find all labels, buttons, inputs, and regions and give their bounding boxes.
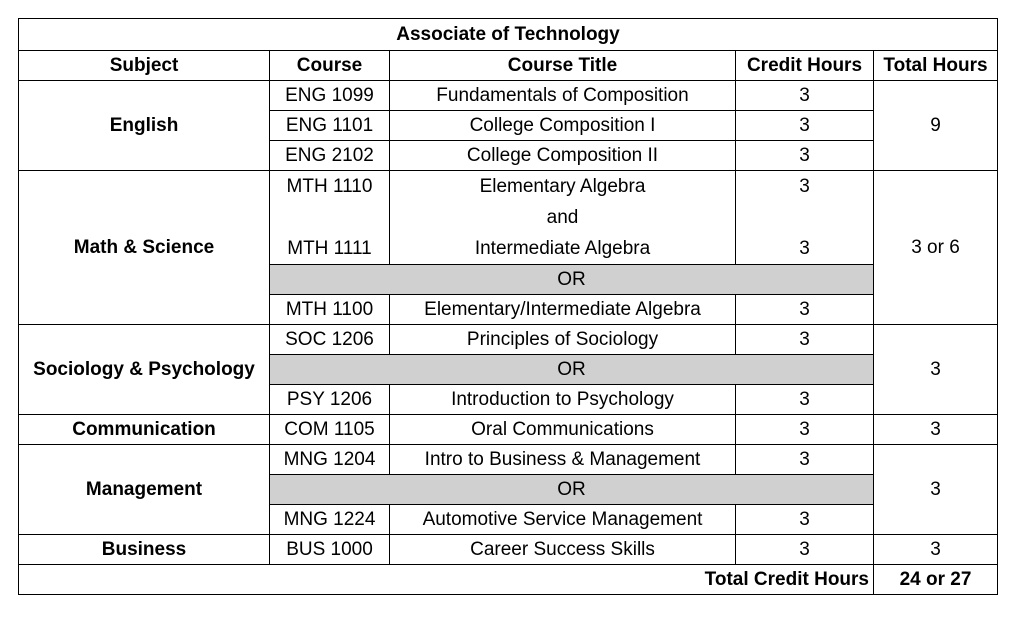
credit-hours: 3 <box>799 238 810 259</box>
course-code: MNG 1224 <box>270 505 390 535</box>
table-row <box>19 81 998 111</box>
subject-math-science: Math & Science <box>19 171 270 325</box>
total-hours-management: 3 <box>874 445 998 535</box>
or-separator: OR <box>270 355 874 385</box>
degree-requirements-table <box>18 18 998 595</box>
header-course: Course <box>270 51 390 81</box>
total-row <box>19 565 998 595</box>
subject-communication: Communication <box>19 415 270 445</box>
total-credit-hours-label: Total Credit Hours <box>19 565 874 595</box>
credit-hours: 3 <box>736 445 874 475</box>
table-row <box>19 415 998 445</box>
course-title-combo <box>390 171 736 265</box>
total-hours-communication: 3 <box>874 415 998 445</box>
table-title-row <box>19 19 998 51</box>
credit-hours: 3 <box>736 141 874 171</box>
course-code: ENG 1099 <box>270 81 390 111</box>
course-title: Intro to Business & Management <box>390 445 736 475</box>
subject-management: Management <box>19 445 270 535</box>
or-separator: OR <box>270 475 874 505</box>
header-row <box>19 51 998 81</box>
course-title: College Composition I <box>390 111 736 141</box>
course-code: MNG 1204 <box>270 445 390 475</box>
credit-hours: 3 <box>736 415 874 445</box>
credit-hours: 3 <box>736 325 874 355</box>
subject-business: Business <box>19 535 270 565</box>
total-hours-sociology: 3 <box>874 325 998 415</box>
course-title: Automotive Service Management <box>390 505 736 535</box>
subject-english: English <box>19 81 270 171</box>
course-code: MTH 1110 <box>286 176 373 197</box>
table-row <box>19 445 998 475</box>
table-row <box>19 535 998 565</box>
header-credit-hours: Credit Hours <box>736 51 874 81</box>
course-code: SOC 1206 <box>270 325 390 355</box>
and-label: and <box>546 207 579 228</box>
course-title: Intermediate Algebra <box>474 238 651 259</box>
credit-hours: 3 <box>799 176 810 197</box>
credit-hours: 3 <box>736 111 874 141</box>
course-code: ENG 1101 <box>270 111 390 141</box>
credit-hours: 3 <box>736 505 874 535</box>
header-course-title: Course Title <box>390 51 736 81</box>
table-row <box>19 325 998 355</box>
total-hours-business: 3 <box>874 535 998 565</box>
credit-hours: 3 <box>736 385 874 415</box>
course-code: PSY 1206 <box>270 385 390 415</box>
total-credit-hours-value: 24 or 27 <box>874 565 998 595</box>
course-code-spacer <box>270 202 389 233</box>
course-title: Fundamentals of Composition <box>390 81 736 111</box>
course-title: Principles of Sociology <box>390 325 736 355</box>
table-row <box>19 171 998 265</box>
course-code: BUS 1000 <box>270 535 390 565</box>
or-separator: OR <box>270 265 874 295</box>
total-hours-english: 9 <box>874 81 998 171</box>
course-title: Career Success Skills <box>390 535 736 565</box>
credit-hours: 3 <box>736 81 874 111</box>
course-title: Introduction to Psychology <box>390 385 736 415</box>
header-total-hours: Total Hours <box>874 51 998 81</box>
course-title: College Composition II <box>390 141 736 171</box>
credit-hours-combo <box>736 171 874 265</box>
credit-hours: 3 <box>736 295 874 325</box>
credit-hours-spacer <box>736 202 873 233</box>
course-code: ENG 2102 <box>270 141 390 171</box>
course-code: MTH 1111 <box>287 238 372 259</box>
course-code: MTH 1100 <box>270 295 390 325</box>
course-code: COM 1105 <box>270 415 390 445</box>
course-title: Elementary Algebra <box>479 176 646 197</box>
subject-sociology-psychology: Sociology & Psychology <box>19 325 270 415</box>
total-hours-math: 3 or 6 <box>874 171 998 325</box>
course-title: Oral Communications <box>390 415 736 445</box>
credit-hours: 3 <box>736 535 874 565</box>
course-title: Elementary/Intermediate Algebra <box>390 295 736 325</box>
header-subject: Subject <box>19 51 270 81</box>
course-code-combo <box>270 171 390 265</box>
table-title: Associate of Technology <box>19 19 998 51</box>
